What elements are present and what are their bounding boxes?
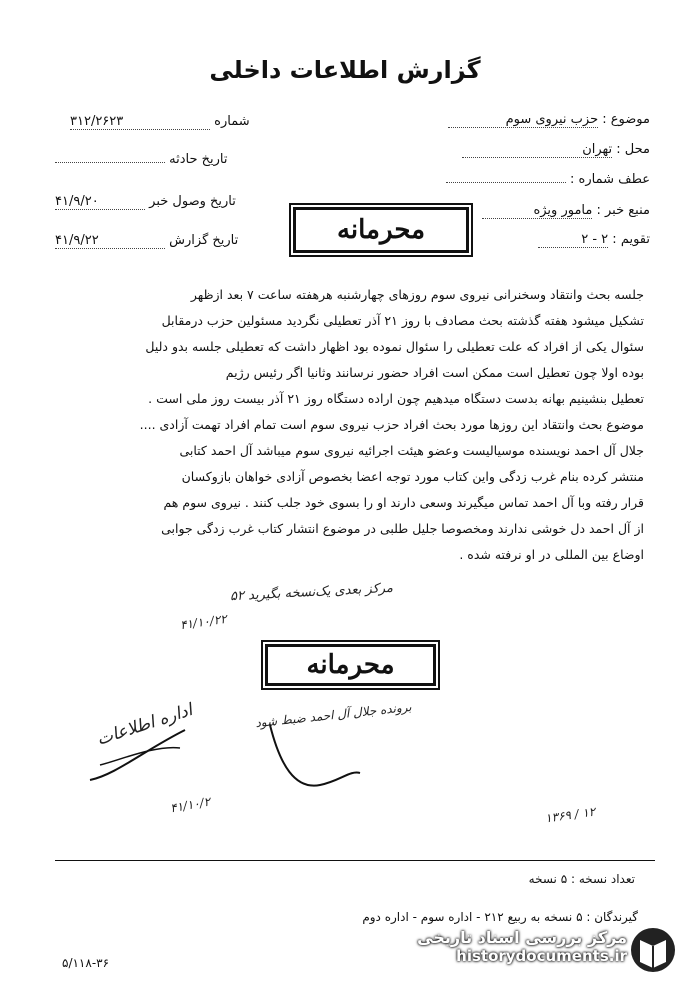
event-date-label: تاریخ حادثه xyxy=(169,152,228,167)
watermark-url: historydocuments.ir xyxy=(456,947,627,965)
body-line: موضوع بحث وانتقاد این روزها مورد بحث افراد حزب نیروی سوم است تمام افراد تهمت آزادی .... xyxy=(139,417,644,432)
body-line: جلسه بحث وانتقاد وسخنرانی نیروی سوم روزهای چهارشنبه هرهفته ساعت ۷ بعد ازظهر xyxy=(190,287,644,302)
number-row xyxy=(70,114,250,130)
rating-label: تقویم xyxy=(620,232,650,247)
receipt-date-value: ۴۱/۹/۲۰ xyxy=(55,194,145,210)
approval-note: مرکز بعدی یک‌نسخه بگیرید ۵۲ xyxy=(229,580,394,605)
report-date-value: ۴۱/۹/۲۲ xyxy=(55,233,165,249)
body-line: اوضاع بین المللی در او نرفته شده . xyxy=(459,547,644,562)
location-value: تهران xyxy=(462,142,612,158)
report-date-label: تاریخ گزارش xyxy=(169,233,239,248)
receipt-date-label: تاریخ وصول خبر xyxy=(149,194,236,209)
signature-note: برونده جلال آل احمد ضبط شود xyxy=(254,699,413,731)
body-line: قرار رفته وبا آل احمد تماس میگیرند وسعی دارند او را بسوی خود جلب کنند . نیروی سوم هم xyxy=(163,495,644,510)
body-line: تعطیل بنشینیم بهانه بدست دستگاه میدهیم چون اراده دستگاه روز ۲۱ آذر بیست روز ملی است . xyxy=(148,391,644,406)
source-value: مامور ویژه xyxy=(482,203,592,219)
body-line: منتشر کرده بنام غرب زدگی واین کتاب مورد توجه اعضا بخصوص آزادی خواهان بازوکسان xyxy=(181,469,644,484)
copies-row xyxy=(529,872,635,886)
approval-date: ۴۱/۱۰/۲۲ xyxy=(179,611,228,633)
right-small-date: ۱۳۶۹ / ۱۲ xyxy=(544,804,597,826)
recipients-label: گیرندگان : xyxy=(586,910,638,924)
rating-row: تقویم : ۲ - ۲ xyxy=(538,232,650,248)
body-line: جلال آل احمد نویسنده موسیالیست وعضو هیئت اجرائیه نیروی سوم میباشد آل احمد کتابی xyxy=(179,443,644,458)
signature-stroke-icon xyxy=(260,715,370,795)
subject-value: حزب نیروی سوم xyxy=(448,112,598,128)
copies-value: ۵ نسخه xyxy=(528,872,568,886)
copies-label: تعداد نسخه : xyxy=(570,872,635,886)
document-title: گزارش اطلاعات داخلی xyxy=(209,56,481,84)
location-label: محل xyxy=(624,142,650,157)
number-label: شماره xyxy=(214,114,250,129)
location-row: محل : تهران xyxy=(462,142,650,158)
footer-code: ۵/۱۱۸-۳۶ xyxy=(62,956,110,970)
left-date: ۴۱/۱۰/۲ xyxy=(169,794,212,816)
recipients-row xyxy=(362,910,638,924)
subject-row: موضوع : حزب نیروی سوم xyxy=(448,112,650,128)
report-date-row xyxy=(55,233,238,249)
body-line: تشکیل میشود هفته گذشته بحث مصادف با روز ۲۱ آذر تعطیلی نگردید مسئولین حزب درمقابل xyxy=(161,313,644,328)
number-value: ۳۱۲/۲۶۲۳ xyxy=(70,114,210,130)
left-handwriting: اداره اطلاعات xyxy=(94,700,195,750)
recipients-value: ۵ نسخه به ربیع ۲۱۲ - اداره سوم - اداره دوم xyxy=(362,910,583,924)
body-line: از آل احمد دل خوشی ندارند ومخصوصا جلیل طلبی در موضوع انتشار کتاب غرب زدگی جوابی xyxy=(161,521,644,536)
separator-line xyxy=(55,860,655,861)
event-date-value xyxy=(55,162,165,163)
reference-value xyxy=(446,182,566,183)
source-label: منبع خبر xyxy=(605,203,650,218)
watermark-title: مرکز بررسی اسناد تاریخی xyxy=(417,928,627,947)
report-body xyxy=(44,282,644,568)
confidential-stamp-bottom: محرمانه xyxy=(265,644,436,686)
event-date-row xyxy=(55,152,228,167)
rating-value: ۲ - ۲ xyxy=(538,232,608,248)
book-logo-icon xyxy=(628,924,678,976)
confidential-stamp-top: محرمانه xyxy=(293,207,469,253)
reference-row: عطف شماره : xyxy=(446,172,650,187)
body-line: سئوال یکی از افراد که علت تعطیلی را سئوال نموده بود اظهار داشت که تعطیلی جلسه بدو دلیل xyxy=(145,339,644,354)
receipt-date-row xyxy=(55,194,236,210)
left-scribble-icon xyxy=(85,720,195,790)
source-row: منبع خبر : مامور ویژه xyxy=(482,203,650,219)
body-line: بوده اولا چون تعطیل است ممکن است افراد حضور نرسانند وثانیا اگر رئیس رژیم xyxy=(225,365,644,380)
reference-label: عطف شماره xyxy=(578,172,650,187)
subject-label: موضوع xyxy=(610,112,650,127)
watermark xyxy=(405,928,627,965)
